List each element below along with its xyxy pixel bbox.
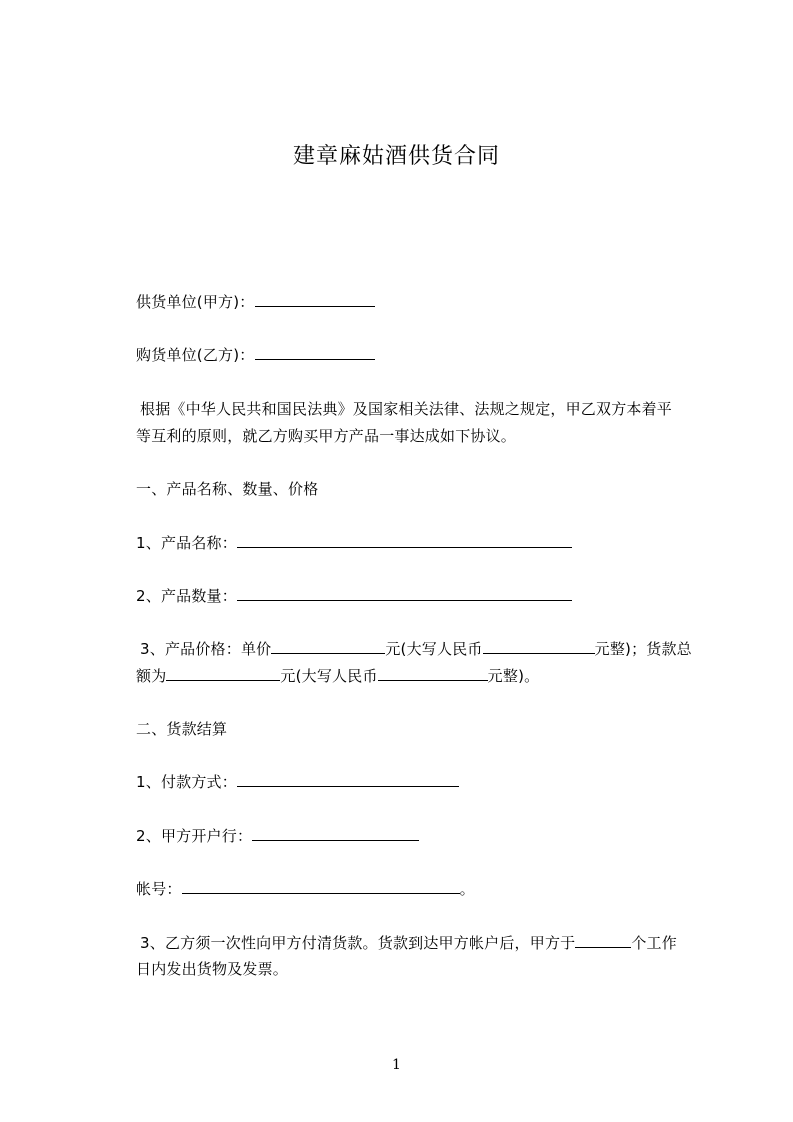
party-a-blank[interactable] <box>255 291 375 307</box>
delivery-line-2: 日内发出货物及发票。 <box>136 960 289 978</box>
delivery-line-1 <box>140 932 677 953</box>
total-amount-capital-blank[interactable] <box>378 665 488 681</box>
price-line-1 <box>140 638 692 659</box>
section-2-heading: 二、货款结算 <box>136 720 228 738</box>
party-b-label: 购货单位(乙方)： <box>136 346 255 364</box>
price-line-2 <box>136 665 539 686</box>
account-line <box>136 878 475 899</box>
bank-label: 2、甲方开户行： <box>136 827 253 845</box>
price-yuan-2: 元(大写人民币 <box>280 667 378 685</box>
product-qty-blank[interactable] <box>237 585 572 601</box>
page-number: 1 <box>392 1057 401 1073</box>
price-whole-2: 元整)。 <box>487 667 540 685</box>
product-name-line <box>136 532 572 553</box>
party-b-blank[interactable] <box>255 344 375 360</box>
document-title: 建章麻姑酒供货合同 <box>292 144 500 169</box>
bank-line <box>136 825 419 846</box>
product-qty-line <box>136 585 572 606</box>
party-b-line <box>136 344 375 365</box>
product-qty-label: 2、产品数量： <box>136 587 237 605</box>
working-days-blank[interactable] <box>575 932 631 948</box>
delivery-suffix: 个工作 <box>631 934 677 952</box>
price-prefix: 3、产品价格：单价 <box>140 640 272 658</box>
account-blank[interactable] <box>182 878 460 894</box>
product-name-blank[interactable] <box>237 532 572 548</box>
price-yuan-1: 元(大写人民币 <box>385 640 483 658</box>
account-end: 。 <box>459 880 475 898</box>
payment-method-line <box>136 771 459 792</box>
party-a-line <box>136 291 375 312</box>
section-1-heading: 一、产品名称、数量、价格 <box>136 480 319 498</box>
delivery-prefix: 3、乙方须一次性向甲方付清货款。货款到达甲方帐户后，甲方于 <box>140 934 576 952</box>
payment-method-blank[interactable] <box>237 771 459 787</box>
unit-price-blank[interactable] <box>271 638 385 654</box>
party-a-label: 供货单位(甲方)： <box>136 293 255 311</box>
price-whole-1: 元整)；货款总 <box>594 640 692 658</box>
unit-price-capital-blank[interactable] <box>483 638 595 654</box>
bank-blank[interactable] <box>252 825 419 841</box>
payment-method-label: 1、付款方式： <box>136 773 237 791</box>
account-label: 帐号： <box>136 880 182 898</box>
price-line2-prefix: 额为 <box>136 667 167 685</box>
preamble-line-1: 根据《中华人民共和国民法典》及国家相关法律、法规之规定，甲乙双方本着平 <box>140 400 673 418</box>
product-name-label: 1、产品名称： <box>136 534 237 552</box>
total-amount-blank[interactable] <box>166 665 280 681</box>
preamble-line-2: 等互利的原则，就乙方购买甲方产品一事达成如下协议。 <box>136 427 517 445</box>
